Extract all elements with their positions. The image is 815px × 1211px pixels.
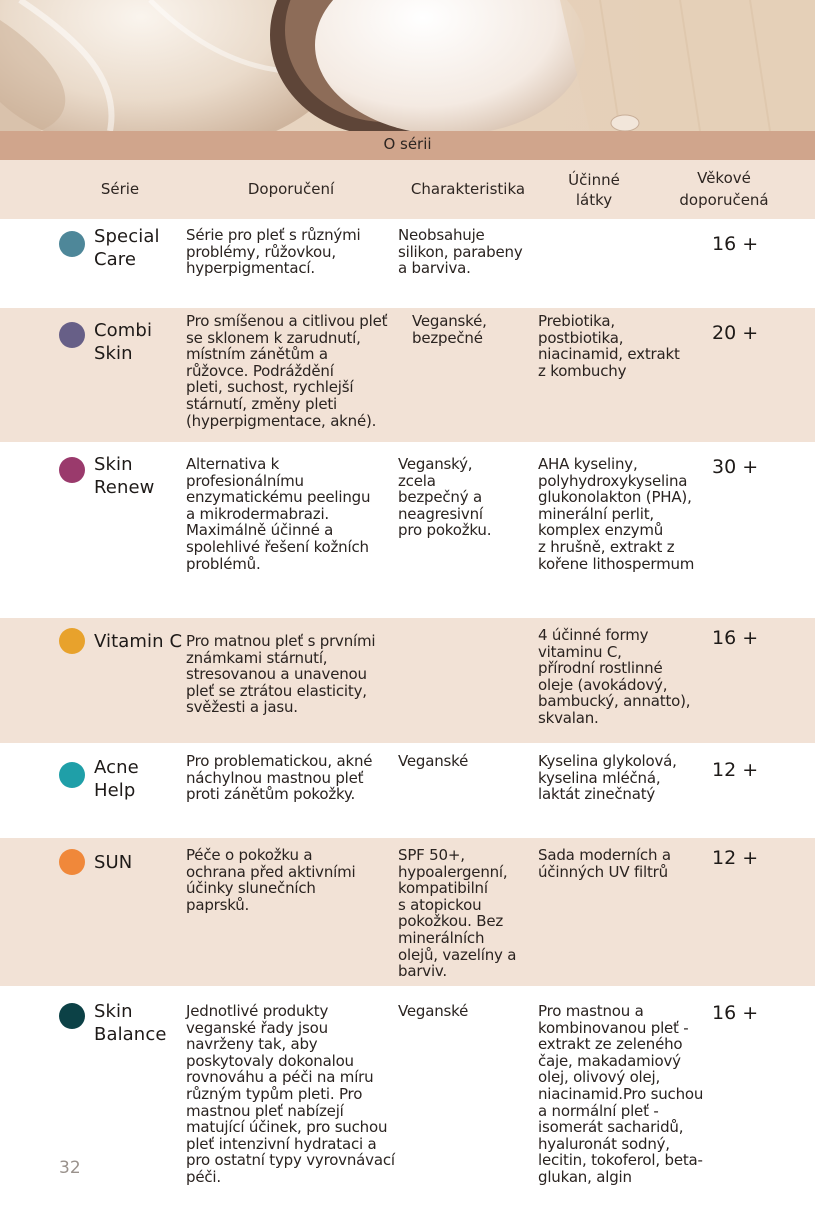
table-header-row bbox=[0, 160, 815, 219]
series-color-dot bbox=[59, 1003, 85, 1029]
series-color-dot bbox=[59, 849, 85, 875]
table-title: O sérii bbox=[0, 131, 815, 160]
table-row-acne-help bbox=[0, 743, 815, 838]
hero-image bbox=[0, 0, 815, 131]
recommendation-cell: Péče o pokožku a ochrana před aktivními účinky slunečních paprsků. bbox=[186, 846, 356, 914]
series-name: Combi Skin bbox=[94, 320, 153, 364]
series-color-dot bbox=[59, 231, 85, 257]
age-cell: 30 + bbox=[712, 456, 759, 478]
header-charakteristika: Charakteristika bbox=[410, 180, 526, 198]
header-doporuceni: Doporučení bbox=[247, 180, 335, 198]
table-row-special-care bbox=[0, 219, 815, 308]
age-cell: 20 + bbox=[712, 322, 759, 344]
recommendation-cell: Série pro pleť s různými problémy, růžovkou, hyperpigmentací. bbox=[186, 226, 361, 278]
recommendation-cell: Pro matnou pleť s prvními známkami stárnutí, stresovanou a unavenou pleť se ztrátou elasticity, svěžesti a jasu. bbox=[186, 632, 376, 717]
age-cell: 16 + bbox=[712, 1002, 759, 1024]
characteristics-cell: Veganské bbox=[398, 752, 469, 770]
table-row-skin-renew bbox=[0, 442, 815, 618]
series-color-dot bbox=[59, 628, 85, 654]
series-color-dot bbox=[59, 762, 85, 788]
series-name: Skin Renew bbox=[94, 454, 155, 498]
actives-cell: Kyselina glykolová, kyselina mléčná, laktát zinečnatý bbox=[538, 752, 677, 804]
age-cell: 12 + bbox=[712, 847, 759, 869]
series-name: Skin Balance bbox=[94, 1001, 167, 1045]
characteristics-cell: Veganský, zcela bezpečný a neagresivní pro pokožku. bbox=[398, 455, 492, 540]
series-name: Vitamin C bbox=[94, 631, 183, 652]
age-cell: 16 + bbox=[712, 233, 759, 255]
series-color-dot bbox=[59, 457, 85, 483]
age-cell: 16 + bbox=[712, 627, 759, 649]
table-row-sun bbox=[0, 838, 815, 986]
series-name: Special Care bbox=[94, 226, 160, 270]
characteristics-cell: SPF 50+, hypoalergenní, kompatibilní s atopickou pokožkou. Bez minerálních olejů, vazelíny a barviv. bbox=[398, 846, 517, 981]
actives-cell: Pro mastnou a kombinovanou pleť - extrakt ze zeleného čaje, makadamiový olej, olivový olej, niacinamid.Pro suchou a normální pleť - isomerát sacharidů, hyaluronát sodný, lecitin, tokoferol, beta- glukan, algin bbox=[538, 1002, 704, 1186]
series-color-dot bbox=[59, 322, 85, 348]
series-name: Acne Help bbox=[94, 757, 139, 801]
table-row-combi-skin bbox=[0, 308, 815, 442]
actives-cell: 4 účinné formy vitaminu C, přírodní rostlinné oleje (avokádový, bambucký, annatto), skvalan. bbox=[538, 626, 691, 727]
characteristics-cell: Veganské bbox=[398, 1002, 469, 1020]
recommendation-cell: Pro smíšenou a citlivou pleť se sklonem k zarudnutí, místním zánětům a růžovce. Podráždění pleti, suchost, rychlejší stárnutí, změny pleti (hyperpigmentace, akné). bbox=[186, 312, 388, 430]
actives-cell: Prebiotika, postbiotika, niacinamid, extrakt z kombuchy bbox=[538, 312, 680, 380]
age-cell: 12 + bbox=[712, 759, 759, 781]
recommendation-cell: Jednotlivé produkty veganské řady jsou navrženy tak, aby poskytovaly dokonalou rovnováhu a péči na míru různým typům pleti. Pro mastnou pleť nabízejí matující účinek, pro suchou pleť intenzivní hydrataci a pro ostatní typy vyrovnávací péči. bbox=[186, 1002, 395, 1186]
header-ucinne-latky: Účinné látky bbox=[568, 171, 620, 209]
table-row-skin-balance bbox=[0, 986, 815, 1211]
header-vekove-doporucena: Věkové doporučená bbox=[679, 169, 769, 209]
characteristics-cell: Veganské, bezpečné bbox=[412, 312, 487, 347]
series-name: SUN bbox=[94, 852, 133, 873]
recommendation-cell: Pro problematickou, akné náchylnou mastnou pleť proti zánětům pokožky. bbox=[186, 752, 373, 804]
table-row-vitamin-c bbox=[0, 618, 815, 743]
cosmetic-texture-photo bbox=[0, 0, 815, 131]
header-serie: Série bbox=[100, 180, 140, 198]
recommendation-cell: Alternativa k profesionálnímu enzymatickému peelingu a mikrodermabrazi. Maximálně účinné a spolehlivé řešení kožních problémů. bbox=[186, 455, 371, 573]
actives-cell: AHA kyseliny, polyhydroxykyselina glukonolakton (PHA), minerální perlit, komplex enzymů z hrušně, extrakt z kořene lithospermum bbox=[538, 455, 695, 573]
actives-cell: Sada moderních a účinných UV filtrů bbox=[538, 846, 671, 881]
page-number: 32 bbox=[59, 1158, 81, 1178]
characteristics-cell: Neobsahuje silikon, parabeny a barviva. bbox=[398, 226, 523, 278]
